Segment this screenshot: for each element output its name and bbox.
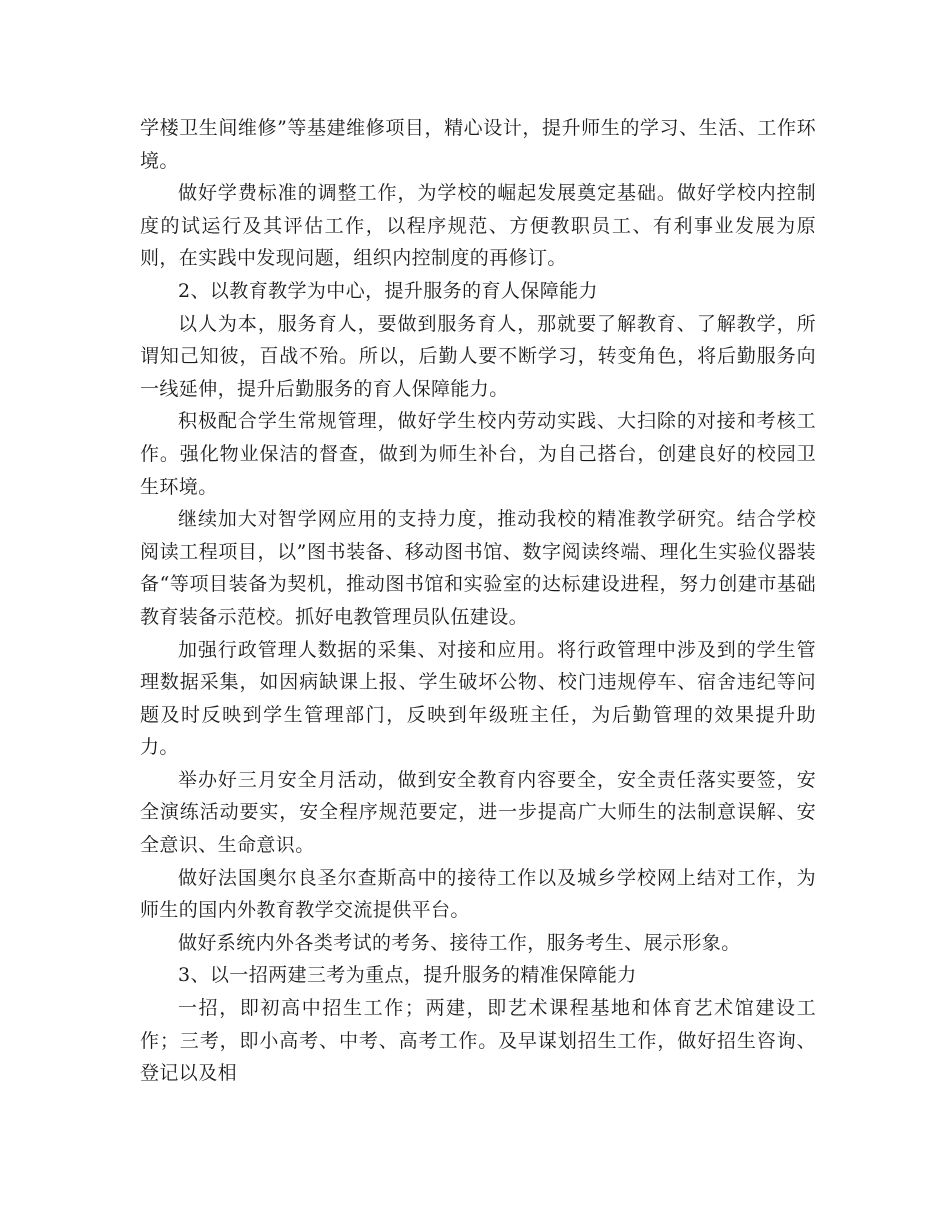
document-body [140, 112, 816, 1090]
paragraph-5: 继续加大对智学网应用的支持力度，推动我校的精准教学研究。结合学校阅读工程项目，以”图书装备、移动图书馆、数字阅读终端、理化生实验仪器装备“等项目装备为契机，推动图书馆和实验室的达标建设进程，努力创建市基础教育装备示范校。抓好电教管理员队伍建设。 [140, 508, 816, 628]
paragraph-8: 做好法国奥尔良圣尔查斯高中的接待工作以及城乡学校网上结对工作，为师生的国内外教育教学交流提供平台。 [140, 866, 816, 922]
paragraph-1: 学楼卫生间维修”等基建维修项目，精心设计，提升师生的学习、生活、工作环境。 [140, 117, 816, 172]
paragraph-10: 一招，即初高中招生工作；两建，即艺术课程基地和体育艺术馆建设工作；三考，即小高考、中考、高考工作。及早谋划招生工作，做好招生咨询、登记以及相 [140, 997, 816, 1085]
paragraph-2: 做好学费标准的调整工作，为学校的崛起发展奠定基础。做好学校内控制度的试运行及其评估工作，以程序规范、方便教职员工、有利事业发展为原则，在实践中发现问题，组织内控制度的再修订。 [140, 182, 816, 270]
paragraph-3: 以人为本，服务育人，要做到服务育人，那就要了解教育、了解教学，所谓知己知彼，百战不殆。所以，后勤人要不断学习，转变角色，将后勤服务向一线延伸，提升后勤服务的育人保障能力。 [140, 312, 816, 400]
paragraph-4: 积极配合学生常规管理，做好学生校内劳动实践、大扫除的对接和考核工作。强化物业保洁的督查，做到为师生补台，为自己搭台，创建良好的校园卫生环境。 [140, 410, 816, 498]
paragraph-6: 加强行政管理人数据的采集、对接和应用。将行政管理中涉及到的学生管理数据采集，如因病缺课上报、学生破坏公物、校门违规停车、宿舍违纪等问题及时反映到学生管理部门，反映到年级班主任，为后勤管理的效果提升助力。 [140, 638, 816, 759]
paragraph-7: 举办好三月安全月活动，做到安全教育内容要全，安全责任落实要签，安全演练活动要实，安全程序规范要定，进一步提高广大师生的法制意误解、安全意识、生命意识。 [140, 768, 816, 857]
paragraph-9: 做好系统内外各类考试的考务、接待工作，服务考生、展示形象。 [178, 931, 741, 954]
section-heading-3: 3、以一招两建三考为重点，提升服务的精准保障能力 [178, 964, 637, 987]
section-heading-2: 2、以教育教学为中心，提升服务的育人保障能力 [178, 279, 598, 302]
